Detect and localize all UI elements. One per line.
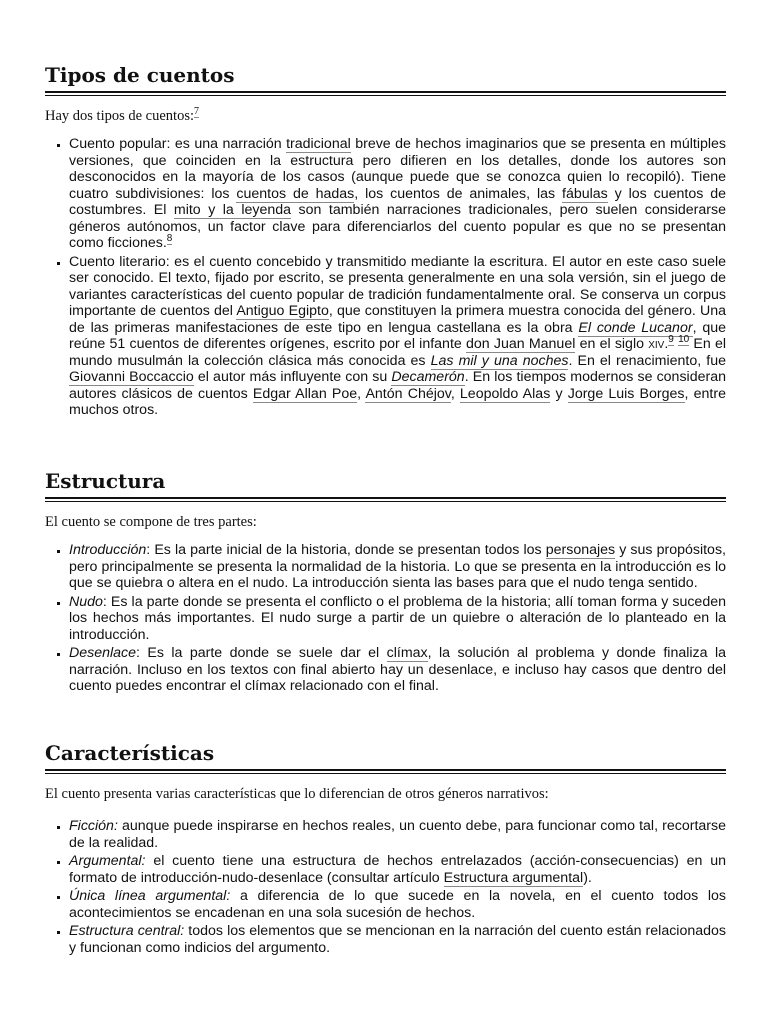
footnote-ref[interactable]: 10 bbox=[678, 334, 690, 346]
heading-rule bbox=[45, 497, 726, 502]
list-item: ▪ Desenlace: Es la parte donde se suele dar el clímax, la solución al problema y donde finaliza la narración. Incluso en los textos con final abierto hay un desenlace, e incluso hay casos que dentro del cuento puedes encontrar el clímax relacionado con el final. bbox=[69, 645, 726, 695]
list-item: ▪ Argumental: el cuento tiene una estructura de hechos entrelazados (acción-consecuencias) en un formato de introducción-nudo-desenlace (consultar artículo Estructura argumental). bbox=[69, 853, 726, 886]
link-climax[interactable]: clímax bbox=[386, 645, 428, 661]
section-intro: El cuento se compone de tres partes: bbox=[45, 514, 257, 530]
link-jorge-luis-borges[interactable]: Jorge Luis Borges bbox=[567, 385, 685, 402]
section-heading: Estructura bbox=[45, 469, 166, 493]
list-item: ▪ Cuento literario: es el cuento concebido y transmitido mediante la escritura. El autor en este caso suele ser conocido. El texto, fijado por escrito, se presenta generalmente en una sola versión, sin el juego de variantes características del cuento popular de tradición fundamentalmente oral. Se conserva un corpus importante de cuentos del Antiguo Egipto, que constituyen la primera muestra conocida del género. Una de las primeras manifestaciones de este tipo en lengua castellana es la obra El conde Lucanor, que reúne 51 cuentos de diferentes orígenes, escrito por el infante don Juan Manuel en el siglo xiv.$^9$ $^{10}$ En el mundo musulmán la colección clásica más conocida es Las mil y una noches. En el renacimiento, fue Giovanni Boccaccio el autor más influyente con su Decamerón. En los tiempos modernos se consideran autores clásicos de cuentos Edgar Allan Poe, Antón Chéjov, Leopoldo Alas y Jorge Luis Borges, entre muchos otros. bbox=[69, 254, 726, 419]
section-intro: Hay dos tipos de cuentos:$^7$ bbox=[45, 106, 200, 124]
link-tradicional[interactable]: tradicional bbox=[286, 136, 351, 152]
list-item: ▪ Ficción: aunque puede inspirarse en hechos reales, un cuento debe, para funcionar como tal, recortarse de la realidad. bbox=[69, 818, 726, 851]
list-item: ▪ Única línea argumental: a diferencia de lo que sucede en la novela, en el cuento todos los acontecimientos se encadenan en una sola sucesión de hechos. bbox=[69, 888, 726, 921]
link-mito-y-leyenda[interactable]: mito y la leyenda bbox=[173, 202, 292, 218]
footnote-ref[interactable]: 9 bbox=[668, 334, 674, 346]
section-tipos-de-cuentos bbox=[45, 62, 726, 421]
section-heading: Características bbox=[45, 741, 215, 765]
list-item: ▪ Estructura central: todos los elementos que se mencionan en la narración del cuento están relacionados y funcionan como indicios del argumento. bbox=[69, 923, 726, 956]
link-decameron[interactable]: Decamerón bbox=[391, 369, 465, 385]
structure-list bbox=[45, 542, 726, 695]
century: xiv bbox=[648, 336, 665, 352]
link-fabulas[interactable]: fábulas bbox=[562, 185, 608, 202]
section-caracteristicas bbox=[45, 740, 726, 958]
link-edgar-allan-poe[interactable]: Edgar Allan Poe bbox=[252, 385, 358, 402]
section-intro: El cuento presenta varias características que lo diferencian de otros géneros narrativos: bbox=[45, 786, 549, 802]
link-antiguo-egipto[interactable]: Antiguo Egipto bbox=[236, 303, 329, 319]
characteristics-list bbox=[45, 818, 726, 956]
list-item: ▪ Introducción: Es la parte inicial de la historia, donde se presentan todos los personajes y sus propósitos, pero principalmente se presenta la normalidad de la historia. Lo que se presenta en la introducción es lo que se quiebra o altera en el nudo. La introducción sienta las bases para que el nudo tenga sentido. bbox=[69, 542, 726, 592]
footnote-ref[interactable]: 7 bbox=[194, 106, 200, 118]
section-estructura bbox=[45, 468, 726, 697]
link-don-juan-manuel[interactable]: don Juan Manuel bbox=[465, 336, 576, 352]
heading-rule bbox=[45, 91, 726, 96]
types-list bbox=[45, 136, 726, 419]
link-cuentos-de-hadas[interactable]: cuentos de hadas bbox=[236, 185, 355, 202]
link-leopoldo-alas[interactable]: Leopoldo Alas bbox=[459, 385, 551, 402]
link-el-conde-lucanor[interactable]: El conde Lucanor bbox=[578, 319, 693, 336]
list-item: ▪ Nudo: Es la parte donde se presenta el conflicto o el problema de la historia; allí toman forma y suceden los hechos más importantes. El nudo surge a partir de un quiebre o alteración de lo planteado en la introducción. bbox=[69, 594, 726, 644]
list-item: ▪ Cuento popular: es una narración tradicional breve de hechos imaginarios que se presenta en múltiples versiones, que coinciden en la estructura pero difieren en los detalles, donde los autores son desconocidos en la mayoría de los casos (aunque puede que se conozca quien lo recopiló). Tiene cuatro subdivisiones: los cuentos de hadas, los cuentos de animales, las fábulas y los cuentos de costumbres. El mito y la leyenda son también narraciones tradicionales, pero suelen considerarse géneros autónomos, un factor clave para diferenciarlos del cuento popular es que no se presentan como ficciones.$^8$ bbox=[69, 136, 726, 252]
heading-rule bbox=[45, 769, 726, 774]
section-heading: Tipos de cuentos bbox=[45, 63, 235, 87]
link-personajes[interactable]: personajes bbox=[545, 542, 616, 558]
link-las-mil-y-una-noches[interactable]: Las mil y una noches bbox=[430, 352, 569, 369]
link-estructura-argumental[interactable]: Estructura argumental bbox=[443, 869, 584, 886]
link-giovanni-boccaccio[interactable]: Giovanni Boccaccio bbox=[69, 369, 194, 385]
footnote-ref[interactable]: 8 bbox=[166, 233, 173, 245]
link-anton-chejov[interactable]: Antón Chéjov bbox=[365, 385, 451, 402]
